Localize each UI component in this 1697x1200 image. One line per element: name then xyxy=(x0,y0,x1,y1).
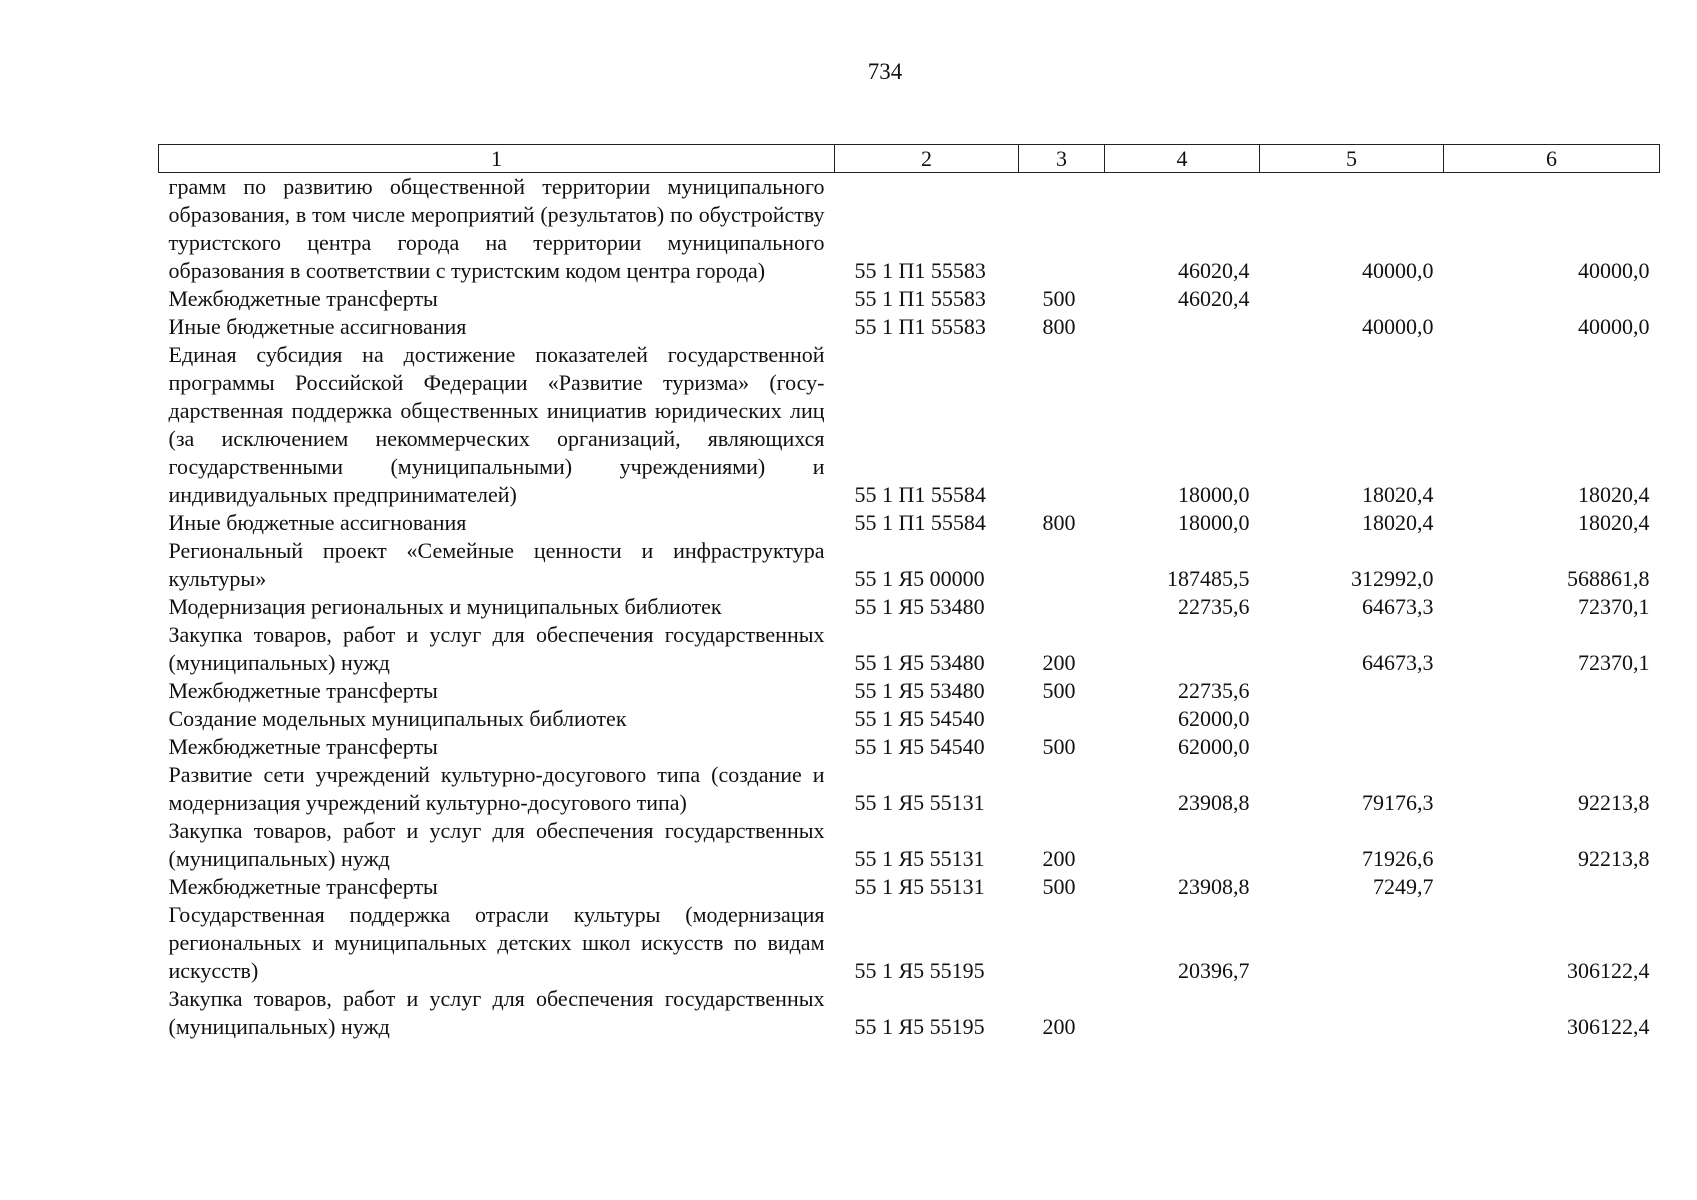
row-value-col5: 64673,3 xyxy=(1362,650,1434,675)
row-value-col5 xyxy=(1260,733,1444,761)
row-code-cell: 55 1 Я5 53480 xyxy=(854,678,985,703)
row-value-col6 xyxy=(1444,285,1660,313)
row-value-col6: 40000,0 xyxy=(1578,258,1650,283)
row-code-cell: 55 1 Я5 00000 xyxy=(854,566,985,591)
page-number: 734 xyxy=(867,59,903,84)
row-type-cell: 200 xyxy=(1042,650,1076,675)
table-row xyxy=(159,313,1660,341)
table-row xyxy=(159,593,1660,621)
row-name-cell: Создание модельных муниципальных библиотек xyxy=(168,706,627,731)
table-row xyxy=(159,173,1660,286)
row-value-col5 xyxy=(1260,985,1444,1041)
row-code-cell: 55 1 Я5 55131 xyxy=(854,874,985,899)
row-value-col4: 62000,0 xyxy=(1178,734,1250,759)
row-code-cell: 55 1 Я5 54540 xyxy=(854,706,985,731)
table-row xyxy=(159,817,1660,873)
row-code-cell: 55 1 П1 55584 xyxy=(854,482,986,507)
row-type-cell: 200 xyxy=(1042,1014,1076,1039)
row-value-col6: 18020,4 xyxy=(1578,510,1650,535)
row-value-col5: 18020,4 xyxy=(1362,510,1434,535)
row-value-col4 xyxy=(1105,313,1260,341)
row-name-cell: Иные бюджетные ассигнования xyxy=(168,314,467,339)
column-header-5: 5 xyxy=(1260,145,1444,173)
row-value-col4: 22735,6 xyxy=(1178,678,1250,703)
row-name-cell: Развитие сети учреждений культурно-досугового типа (создание и модернизация учреждений культурно-досугового типа) xyxy=(168,762,825,815)
row-name-cell: Закупка товаров, работ и услуг для обеспечения государственных (муниципальных) нужд xyxy=(168,818,825,871)
row-value-col6 xyxy=(1444,705,1660,733)
row-value-col6 xyxy=(1444,677,1660,705)
row-value-col5: 312992,0 xyxy=(1351,566,1434,591)
row-code-cell: 55 1 Я5 55195 xyxy=(854,1014,985,1039)
row-type-cell xyxy=(1019,341,1105,509)
table-body xyxy=(159,173,1660,1042)
column-header-4: 4 xyxy=(1105,145,1260,173)
row-value-col4: 18000,0 xyxy=(1178,510,1250,535)
row-type-cell xyxy=(1019,761,1105,817)
row-type-cell: 800 xyxy=(1042,314,1076,339)
row-name-cell: грамм по развитию общественной территории муниципального образования, в том числе мероприятий (результатов) по обустройству туристского центра города на территории муниципального образования в соответствии с туристским кодом центра города) xyxy=(168,174,825,283)
row-value-col4 xyxy=(1105,985,1260,1041)
row-code-cell: 55 1 Я5 55195 xyxy=(854,958,985,983)
row-type-cell xyxy=(1019,901,1105,985)
header-row xyxy=(159,145,1660,173)
budget-table xyxy=(158,144,1660,1041)
row-value-col6: 92213,8 xyxy=(1578,846,1650,871)
row-name-cell: Государственная поддержка отрасли культуры (модернизация региональных и муниципальных детских школ искусств по видам искусств) xyxy=(168,902,825,983)
column-header-3: 3 xyxy=(1019,145,1105,173)
row-value-col6: 72370,1 xyxy=(1578,594,1650,619)
row-value-col5: 40000,0 xyxy=(1362,314,1434,339)
row-value-col5 xyxy=(1260,677,1444,705)
row-type-cell xyxy=(1019,593,1105,621)
table-row xyxy=(159,705,1660,733)
row-value-col6: 306122,4 xyxy=(1567,1014,1650,1039)
table-row xyxy=(159,621,1660,677)
row-name-cell: Межбюджетные трансферты xyxy=(168,734,438,759)
table-row xyxy=(159,733,1660,761)
row-value-col6: 40000,0 xyxy=(1578,314,1650,339)
row-value-col5 xyxy=(1260,901,1444,985)
row-value-col5: 64673,3 xyxy=(1362,594,1434,619)
row-value-col4: 46020,4 xyxy=(1178,286,1250,311)
table-row xyxy=(159,901,1660,985)
row-value-col4: 23908,8 xyxy=(1178,874,1250,899)
row-name-cell: Закупка товаров, работ и услуг для обеспечения государственных (муниципальных) нужд xyxy=(168,622,825,675)
row-type-cell xyxy=(1019,173,1105,286)
row-name-cell: Единая субсидия на достижение показателей государственной программы Российской Федерации «Развитие туризма» (государственная поддержка общественных инициатив юридических лиц (за исключением некоммерческих организаций, являющихся государственными (муниципальными) учреждениями) и индивидуальных предпринимателей) xyxy=(168,342,825,507)
row-name-cell: Модернизация региональных и муниципальных библиотек xyxy=(168,594,722,619)
column-header-1: 1 xyxy=(159,145,835,173)
row-value-col5 xyxy=(1260,285,1444,313)
row-value-col4: 46020,4 xyxy=(1178,258,1250,283)
row-value-col4: 18000,0 xyxy=(1178,482,1250,507)
row-type-cell xyxy=(1019,705,1105,733)
column-header-6: 6 xyxy=(1444,145,1660,173)
table-row xyxy=(159,285,1660,313)
row-value-col4: 22735,6 xyxy=(1178,594,1250,619)
row-code-cell: 55 1 П1 55584 xyxy=(854,510,986,535)
row-name-cell: Закупка товаров, работ и услуг для обеспечения государственных (муниципальных) нужд xyxy=(168,986,825,1039)
row-code-cell: 55 1 Я5 55131 xyxy=(854,790,985,815)
row-value-col5 xyxy=(1260,705,1444,733)
row-value-col4: 62000,0 xyxy=(1178,706,1250,731)
row-code-cell: 55 1 Я5 55131 xyxy=(854,846,985,871)
row-value-col6: 72370,1 xyxy=(1578,650,1650,675)
row-code-cell: 55 1 П1 55583 xyxy=(854,286,986,311)
table-row xyxy=(159,761,1660,817)
row-value-col5: 18020,4 xyxy=(1362,482,1434,507)
row-value-col6 xyxy=(1444,733,1660,761)
row-name-cell: Иные бюджетные ассигнования xyxy=(168,510,467,535)
row-type-cell: 800 xyxy=(1042,510,1076,535)
column-header-2: 2 xyxy=(835,145,1019,173)
row-code-cell: 55 1 Я5 54540 xyxy=(854,734,985,759)
row-value-col5: 40000,0 xyxy=(1362,258,1434,283)
row-value-col5: 79176,3 xyxy=(1362,790,1434,815)
row-name-cell: Межбюджетные трансферты xyxy=(168,286,438,311)
table-row xyxy=(159,509,1660,537)
row-type-cell: 200 xyxy=(1042,846,1076,871)
table-row xyxy=(159,873,1660,901)
row-value-col6 xyxy=(1444,873,1660,901)
row-value-col4 xyxy=(1105,621,1260,677)
row-value-col4: 23908,8 xyxy=(1178,790,1250,815)
row-value-col6: 18020,4 xyxy=(1578,482,1650,507)
row-name-cell: Межбюджетные трансферты xyxy=(168,678,438,703)
row-value-col4: 20396,7 xyxy=(1178,958,1250,983)
row-name-cell: Межбюджетные трансферты xyxy=(168,874,438,899)
row-value-col6: 568861,8 xyxy=(1567,566,1650,591)
row-value-col4 xyxy=(1105,817,1260,873)
row-value-col4: 187485,5 xyxy=(1167,566,1250,591)
row-type-cell: 500 xyxy=(1042,678,1076,703)
row-code-cell: 55 1 Я5 53480 xyxy=(854,594,985,619)
table-row xyxy=(159,537,1660,593)
row-value-col5: 71926,6 xyxy=(1362,846,1434,871)
row-code-cell: 55 1 Я5 53480 xyxy=(854,650,985,675)
table-row xyxy=(159,341,1660,509)
row-type-cell: 500 xyxy=(1042,734,1076,759)
row-type-cell: 500 xyxy=(1042,874,1076,899)
row-name-cell: Региональный проект «Семейные ценности и инфраструктура культуры» xyxy=(168,538,825,591)
table-row xyxy=(159,677,1660,705)
row-value-col6: 306122,4 xyxy=(1567,958,1650,983)
row-value-col5: 7249,7 xyxy=(1373,874,1434,899)
row-value-col6: 92213,8 xyxy=(1578,790,1650,815)
row-code-cell: 55 1 П1 55583 xyxy=(854,258,986,283)
row-type-cell: 500 xyxy=(1042,286,1076,311)
row-type-cell xyxy=(1019,537,1105,593)
table-row xyxy=(159,985,1660,1041)
row-code-cell: 55 1 П1 55583 xyxy=(854,314,986,339)
